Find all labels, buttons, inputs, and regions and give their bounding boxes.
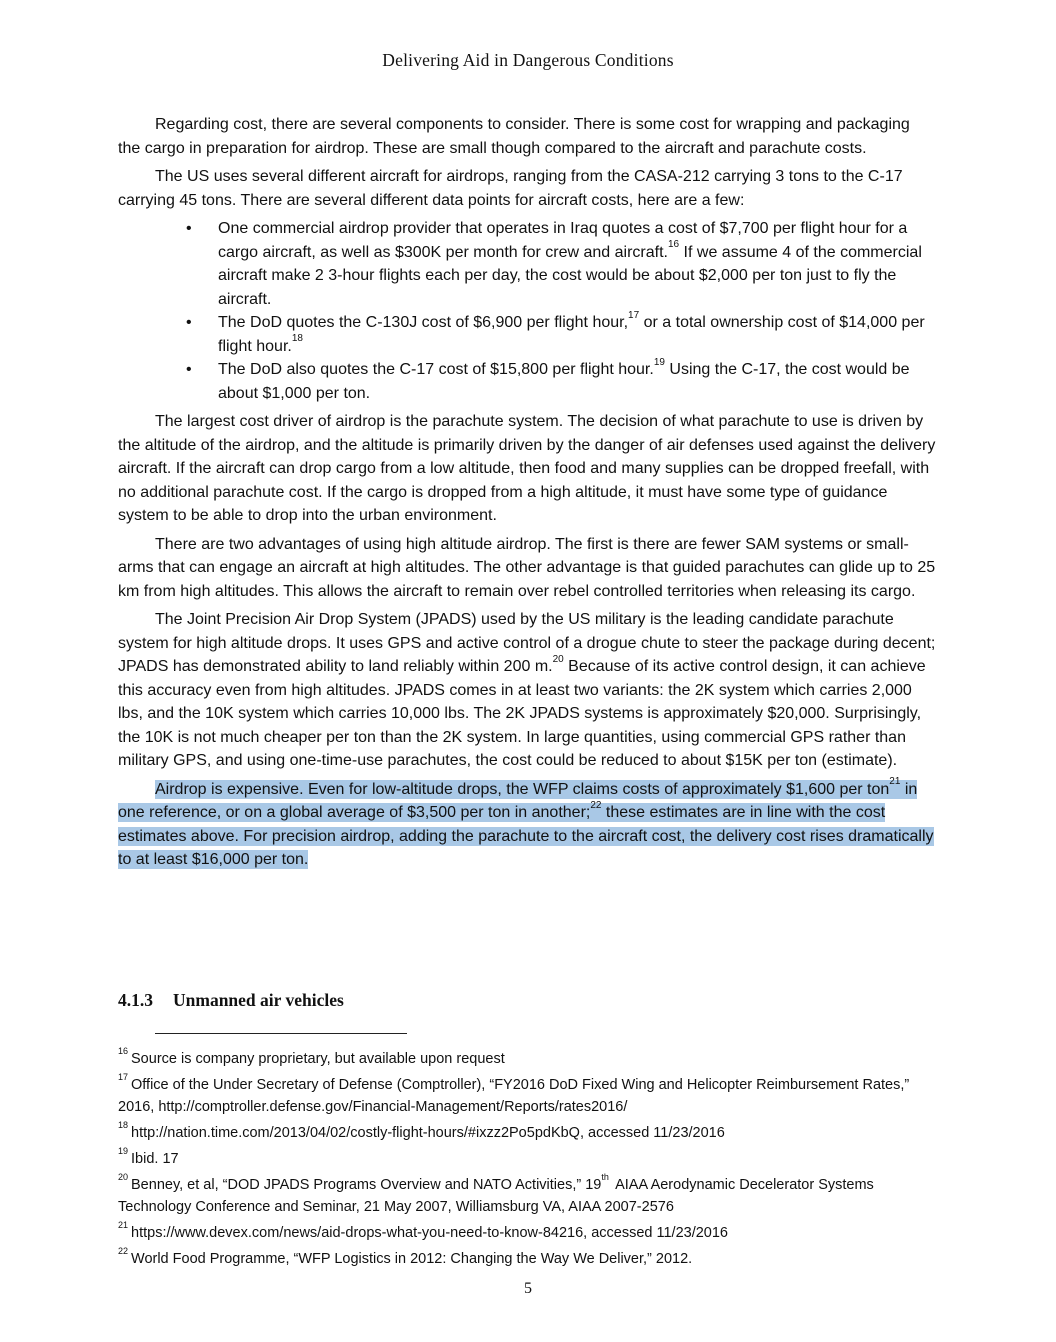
footnote [118,1222,936,1244]
bullet-text: The DoD also quotes the C-17 cost of $15,800 per flight hour. [218,361,654,378]
footnote-ref[interactable]: 18 [291,333,303,345]
paragraph-text: these estimates are in line with the cost estimates above. For precision airdrop, adding the parachute to the aircraft cost, the delivery cost rises dramatically to at least $16,000 per ton. [118,804,934,868]
footnote-ref[interactable]: 19 [653,356,665,368]
aircraft-cost-list [118,217,936,405]
footnote-number: 20 [118,1172,129,1183]
footnote-ref[interactable]: 16 [667,239,680,251]
paragraph-text: in one reference, or on a global average of $3,500 per ton in another; [118,780,918,821]
footnote-ref[interactable]: 20 [552,653,564,665]
footnote-ref[interactable]: 21 [889,776,901,788]
bullet-text: Using the C-17, the cost would be about $1,000 per ton. [218,361,910,402]
running-header: Delivering Aid in Dangerous Conditions [382,50,674,70]
footnote-number: 18 [118,1120,129,1131]
footnote [118,1048,936,1070]
paragraph-airdrop-expensive-selected[interactable] [118,778,936,872]
body-text [118,113,936,877]
footnote-ref[interactable]: 17 [628,309,640,321]
paragraph-text: The Joint Precision Air Drop System (JPADS) used by the US military is the leading candidate parachute system for high altitude drops. It uses GPS and active control of a drogue chute to steer the package during decent; JPADS has demonstrated ability to land reliably within 200 m. [118,611,936,675]
paragraph-high-altitude-advantages: There are two advantages of using high altitude airdrop. The first is there are fewer SAM systems or small-arms that can engage an aircraft at high altitudes. The other advantage is that guided parachutes can glide up to 25 km from high altitudes. This allows the aircraft to remain over rebel controlled territories when releasing its cargo. [118,535,936,600]
paragraph-aircraft-types: The US uses several different aircraft for airdrops, ranging from the CASA-212 carrying 3 tons to the C-17 carrying 45 tons. There are several different data points for aircraft costs, here are a few: [118,168,903,209]
footnote [118,1148,936,1170]
bullet-text: If we assume 4 of the commercial aircraft make 2 3-hour flights each per day, the cost would be about $2,000 per ton just to fly the aircraft. [218,243,922,308]
bullet-text: The DoD quotes the C-130J cost of $6,900 per flight hour, [218,314,629,331]
list-item [218,311,936,358]
footnote-text: AIAA Aerodynamic Decelerator Systems Technology Conference and Seminar, 21 May 2007, Williamsburg VA, AIAA 2007-2576 [118,1177,874,1215]
footnote-text: Source is company proprietary, but available upon request [131,1051,505,1067]
footnote-number: 22 [118,1246,129,1257]
footnote-text: World Food Programme, “WFP Logistics in 2012: Changing the Way We Deliver,” 2012. [131,1251,693,1267]
footnote-separator [155,1033,407,1034]
footnote-ref[interactable]: 22 [590,799,602,811]
footnote [118,1074,936,1118]
footnote-text: Office of the Under Secretary of Defense (Comptroller), “FY2016 DoD Fixed Wing and Helicopter Reimbursement Rates,” 2016, http://comptroller.defense.gov/Financial-Management/Reports/rates2016/ [118,1077,910,1115]
footnote-number: 19 [118,1146,129,1157]
section-heading [118,990,344,1011]
footnote-number: 16 [118,1046,129,1057]
footnote [118,1174,936,1218]
paragraph-parachute-cost-driver: The largest cost driver of airdrop is the parachute system. The decision of what parachute to use is driven by the altitude of the airdrop, and the altitude is primarily driven by the danger of air defenses used against the delivery aircraft. If the aircraft can drop cargo from a low altitude, then food and many supplies can be dropped freefall, with no additional parachute cost. If the cargo is dropped from a high altitude, it must have some type of guidance system to be able to drop into the urban environment. [118,413,936,524]
footnote [118,1122,936,1144]
footnote-text: Ibid. 17 [131,1151,179,1167]
bullet-text: One commercial airdrop provider that operates in Iraq quotes a cost of $7,700 per flight hour for a cargo aircraft, as well as $300K per month for crew and aircraft. [218,220,908,261]
section-number: 4.1.3 [118,990,153,1010]
footnotes [118,1048,936,1274]
text-selection-highlight[interactable] [118,776,934,870]
section-title: Unmanned air vehicles [173,990,344,1010]
footnote-text: Benney, et al, “DOD JPADS Programs Overview and NATO Activities,” 19 [131,1177,602,1193]
footnote-number: 21 [118,1220,129,1231]
footnote [118,1248,936,1270]
bullet-text: or a total ownership cost of $14,000 per flight hour. [218,314,925,355]
footnote-link[interactable]: http://nation.time.com/2013/04/02/costly-flight-hours/#ixzz2Po5pdKbQ, accessed 11/23/2016 [131,1125,725,1141]
paragraph-packaging-cost: Regarding cost, there are several components to consider. There is some cost for wrapping and packaging the cargo in preparation for airdrop. These are small though compared to the aircraft and parachute costs. [118,116,910,157]
list-item [218,217,936,311]
list-item [218,358,936,405]
footnote-link[interactable]: https://www.devex.com/news/aid-drops-what-you-need-to-know-84216, accessed 11/23/2016 [131,1225,728,1241]
footnote-number: 17 [118,1072,129,1083]
paragraph-text: Airdrop is expensive. Even for low-altitude drops, the WFP claims costs of approximately $1,600 per ton [155,780,890,798]
page-number: 5 [524,1280,532,1297]
ordinal-suffix: th [601,1172,609,1183]
paragraph-text: Because of its active control design, it can achieve this accuracy even from high altitudes. JPADS comes in at least two variants: the 2K system which carries 2,000 lbs, and the 10K system which carries 10,000 lbs. The 2K JPADS systems is approximately $20,000. Surprisingly, the 10K is not much cheaper per ton than the 2K system. In large quantities, using commercial GPS rather than military GPS, and using one-time-use parachutes, the cost could be reduced to about $15K per ton (estimate). [118,658,926,769]
paragraph-jpads [118,608,936,773]
